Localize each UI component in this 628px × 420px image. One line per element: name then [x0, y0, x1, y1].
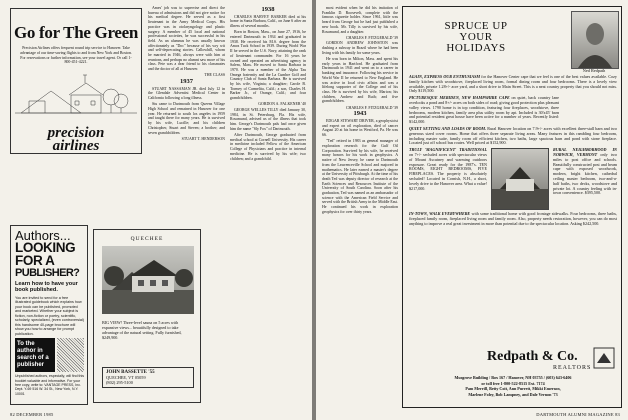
portrait-sketch: [572, 12, 618, 68]
obit-signature: GORDON A. FALKENER '40: [258, 102, 306, 107]
realtor-sub: REALTORS: [553, 365, 592, 371]
listing-body: on quiet, back country lane overlooks a pond and 8+/- acres on both sides of road; giving good protection plus pleasant valley views. 1790 home is in top condition, featuring four fireplaces, woodstove, three bedrooms, modern kitchen, family area plus utility room by apt. Included is 30'x45' barn and potential resident great house have been active for a number of years. Recently listed: $142,000.: [409, 95, 560, 125]
obit-barker-head: CHARLES HARVEY BARKER died at his home in Santa Barbara, Calif., on June 6 after an illness of several months.: [230, 14, 306, 29]
obituary-column-4: [322, 6, 398, 410]
listing-title: QUIET SETTING AND LOADS OF ROOM.: [409, 125, 487, 131]
listing-title: RURAL NEIGHBORHOOD IN NORWICH, VERMONT: [553, 147, 617, 157]
listing-body: Rural Hanover location on 7.9+/- acres with excellent three-stall barn and two generous sized cover rooms. Home that offers three separate living areas. Many features in this rambling four bedroom, including master suite, family room off efficient kitchen, two baths, large spacious barn and pond with stone fireplace. Located just off school bus routes. Well priced at $152,900.: [409, 125, 617, 146]
listing-title: AGAIN, EXPRESS OUR ENTHUSIASM: [409, 74, 481, 79]
listing-body: with some traditional home with good frontage sidewalks. Four bedrooms, three baths, fireplaced family room, fireplaced living room and family room. Also, property needs restoration, however, you can do most anything to improve a real great investment in more than potential due to the spectacular location. Asking $242,500.: [409, 211, 617, 226]
precision-logo-line1: precision: [47, 125, 105, 141]
redpath-realtors-ad: [402, 6, 622, 408]
obit-driver-head: EDGAR STEWART DRIVER, a geophysicist and expert on oil exploration, died of cancer August 20 at his home in Westford, Pa. He was 66.: [322, 118, 398, 138]
listing: [409, 148, 487, 210]
vantage-press-ad: [10, 225, 88, 405]
photo-caption: Ned Redpath: [582, 68, 606, 73]
looking-headline-3: PUBLISHER?: [15, 267, 80, 279]
airline-ad-body: Precision Airlines offers frequent round trip service to Hanover. Take advantage of our time-saving flights to and from New York and Boston. For reservations or further information, see your travel agent. Or call 1-800-451-4221.: [20, 46, 132, 65]
listing-body: for the Hanover Center cape that we feel is one of the best values available. Cozy family kitchen with woodstove, fireplaced living room, formal dining room and four bedrooms. There is a lovely view available, private 1.28+/- acre yard, and a short drive to Main Street. This is a neat country property that you should not miss. Only $119,500.: [409, 74, 617, 94]
left-page: [0, 0, 312, 420]
listing-photo: [491, 148, 549, 210]
obit-col2-top: Ames' job was to supervise and direct the bureau of admissions and did not give notice for his medical degree. He served as a first lieutenant in the Army Medical Corps. His practice was in otolaryngology and plastic surgery. A member of 45 local and national professional societies, he was successful in his field. As an alumnus he was usually known affectionately as "Doc" because of his wry wit and self-deprecating stories. Callowhill, whom he married in 1946, always were with him at reunions, and perhaps no alumni saw more of his class. Pete was a dear friend to his classmates and the doctor of all at Hanover.: [148, 6, 225, 72]
realtor-tollfree: or toll free 1-800-522-8515 Ext. 7174: [481, 380, 545, 386]
redpath-logo-mark: [593, 347, 615, 369]
ad-headline-2: YOUR: [459, 31, 493, 43]
quechee-ad: [93, 229, 201, 403]
ad-headline-1: SPRUCE UP: [444, 20, 508, 32]
listing-body: on 7+/- secluded acres with spectacular views of Mount Ascutney and warming outdoors exposure. Great ready for the 1987's. TEN ROOMS, EIGHT BEDROOMS, FIVE FIREPLACES. The property is absolutely secluded! Located in Cornish, N.H., a short, lovely drive to the Hanover area. What a value! $217,000.: [409, 151, 487, 191]
quechee-title: QUECHEE: [130, 236, 164, 242]
agent-phone: (802) 295-5100: [106, 380, 133, 385]
town-illustration: [11, 71, 141, 119]
agent-town: QUECHEE, VT 05059: [106, 375, 146, 380]
class-year-1937: 1937: [180, 78, 193, 86]
authors-footer: Unpublished authors, especially, will find this booklet valuable and informative. For your free copy, write to: VANTAGE PRESS, Inc. Dept. Y-69 516 W. 34 St., New York, N.Y. 10001: [15, 374, 84, 396]
looking-headline-2: FOR A: [15, 252, 55, 268]
ad-headline-3: HOLIDAYS: [446, 42, 506, 54]
authors-subhead: Learn how to have your book published.: [15, 281, 78, 294]
realtor-address: Musgrove Building / Box 167 / Hanover, NH 03755 / (603) 643-6406: [454, 375, 572, 380]
agent-photo: [571, 11, 619, 69]
listing-title: PICTURESQUE MERIDEN, NEW HAMPSHIRE CAPE: [409, 95, 510, 101]
obituary-column-3: [230, 6, 306, 410]
class-year-1938: 1938: [261, 6, 275, 13]
realtor-agents-1: Pam Merrill, Betty Coit, Ann Purrett, Mikki Emerson,: [465, 386, 561, 391]
listing: [409, 96, 559, 125]
listing: [409, 127, 617, 146]
listing: [409, 212, 617, 226]
authors-body: You are invited to send for a free illustrated guidebook which explains how your book can be published, promoted and marketed. Whether your subject is fiction, non-fiction or poetry, scientific, scholarly, specialized, (even controversial) this handsome 40-page brochure will show you how to arrange for prompt publication.: [15, 295, 84, 336]
obit-driver-body: "Ted" retired in 1983 as general manager of exploration research for the Gulf Oil Corporation. Survived by his wife, he received many honors for his work in geophysics. A native of New Jersey, he came to Dartmouth from the Lawrenceville School and majored in mathematics. He later earned a master's degree at the University of Pittsburgh. At the time of his death Ted was deputy director of research at the Earth Sciences and Resources Institute of the University of South Carolina. Soon after his graduation, Ted was named as an ambassador of science with the American Field Service and served with the British Army in the Middle East. He continued his work in exploration geophysics for over thirty years.: [322, 139, 398, 214]
looking-headline-1: LOOKING: [15, 240, 76, 255]
left-folio: 82 DECEMBER 1985: [10, 412, 54, 417]
obit-nassaman-head: STUART NASSAMAN JR. died July 12 in the Glendale Adventist Medical Center in California following a long illness.: [148, 86, 225, 101]
listing-title: IN-TOWN, WALK EVERYWHERE: [409, 211, 471, 217]
listing: [409, 75, 617, 94]
authors-lead: Authors...: [15, 228, 71, 243]
listing-title: TRULY 'MAGNIFICENT' TRADITIONAL: [409, 147, 487, 153]
obit-tilly-cont: most evident when he did his imitation of Franklin D. Roosevelt, complete with the famous cigarette holder. Since 1961, little was heard from George but he had just published a new book. Mr. Tilly is survived by his wife, Rosamund, and a daughter.: [322, 6, 398, 34]
obit-signature: CHARLES F. FITZGERALD '39: [345, 105, 398, 110]
precision-airlines-ad: [10, 8, 142, 154]
obit-nassaman-body: Stu came to Dartmouth from Queens Village High School and remained in Hanover for one year. He returned to south los angeles in 1959 and taught there for many years. He is survived by his wife, Lucille; and his children Christopher, Stuart and Steven; a brother; and seven grandchildren.: [148, 102, 225, 135]
quechee-body: BIG VIEW! Three-level sauna on 5 acres with expansive views... beautifully designed to take advantage of the natural setting. Fully furnished, $249,900.: [102, 320, 182, 340]
authors-ad-texture: [57, 338, 84, 372]
obit-tilly-body: After Dartmouth, George graduated from medical school at Cornell University. His career in medicine included Fellow of the American College of Physicians and practice in internal medicine. He is survived by his wife; two children; and a grandchild.: [230, 133, 306, 161]
barn-photo-sketch: [492, 149, 548, 209]
realtor-name: Redpath & Co.: [487, 349, 578, 364]
bassette-box: [102, 367, 194, 388]
listing-area: [409, 75, 617, 227]
agent-name: JOHN BASSETTE '55: [106, 370, 155, 375]
obit-johnston-body: He was born in Milton, Mass. and spent his early years in Hartford. He graduated from Dartmouth in 1941 and went on to a career in banking and insurance. Following his service in World War II he returned to New England. He was active in local civic affairs and was a lifelong supporter of the College and of his class. He is survived by his wife, Marion; his children, Andrew and Ruth; and five grandchildren.: [322, 57, 398, 104]
precision-logo-line2: airlines: [52, 138, 100, 154]
listing-body: only two miles to post office and schools. Beautifully constructed post and beam cape with exposed woodwork, modern, bright kitchen, cathedral ceiling master bedroom, two-and-a-half baths, two decks, woodstove and private lot. A country feeling with in-town convenience. $395,500.: [553, 151, 617, 196]
quechee-photo: [102, 246, 194, 314]
obit-signature: STUART T. HENDERSON: [181, 136, 225, 141]
go-for-the-green-headline: Go for The Green: [13, 23, 139, 42]
realtor-agents-2: Marlene Foley, Bob Lampney, and Dale Vernon '73: [468, 391, 558, 397]
obit-signature: THE CLASS: [204, 73, 225, 78]
right-folio: DARTMOUTH ALUMNI MAGAZINE 83: [536, 412, 620, 417]
house-photo-sketch: [102, 246, 194, 314]
class-year-1943: 1943: [353, 110, 367, 118]
obit-tilly-head: GEORGE WELLES TILLY died January 30, 1984, in St. Petersburg, Fla. His wife, Rosamund, advised us of the illness that took him. George's Dartmouth pals had once given him the name "Sly Fox" of Dartmouth.: [230, 108, 306, 131]
obituary-column-2: [148, 6, 225, 224]
right-page: [316, 0, 628, 420]
obit-barker-body: Born in Boston, Mass., on June 27, 1916, he entered Dartmouth in 1934 and graduated in 1938. He received his M.S. degree from the Amos Tuck School in 1939. During World War II he served in the U.S. Navy, attaining the rank of lieutenant commander. For 16 years he owned and operated an advertising agency in Salem, Mass. He moved to Santa Barbara in 1970. He was a member of the Alpha Tau Omega fraternity and the La Cumbre Golf and Country Club of Santa Barbara. He is survived by his wife, Virginia; a daughter; Carole B. Tormey of Carmelita, Calif.; a son, Charles H. Barker Jr., of Orange, Calif.; and four grandchildren.: [230, 30, 306, 101]
obit-signature: CHARLES F. FITZGERALD '39: [345, 35, 398, 40]
obit-johnston-head: GORDON ANDREW JOHNSTON was dashing a subway in Brazil where he had been living with his family for some years.: [322, 41, 398, 55]
publisher-box: To the author in search of a publisher: [15, 338, 55, 372]
listing: [553, 148, 617, 210]
